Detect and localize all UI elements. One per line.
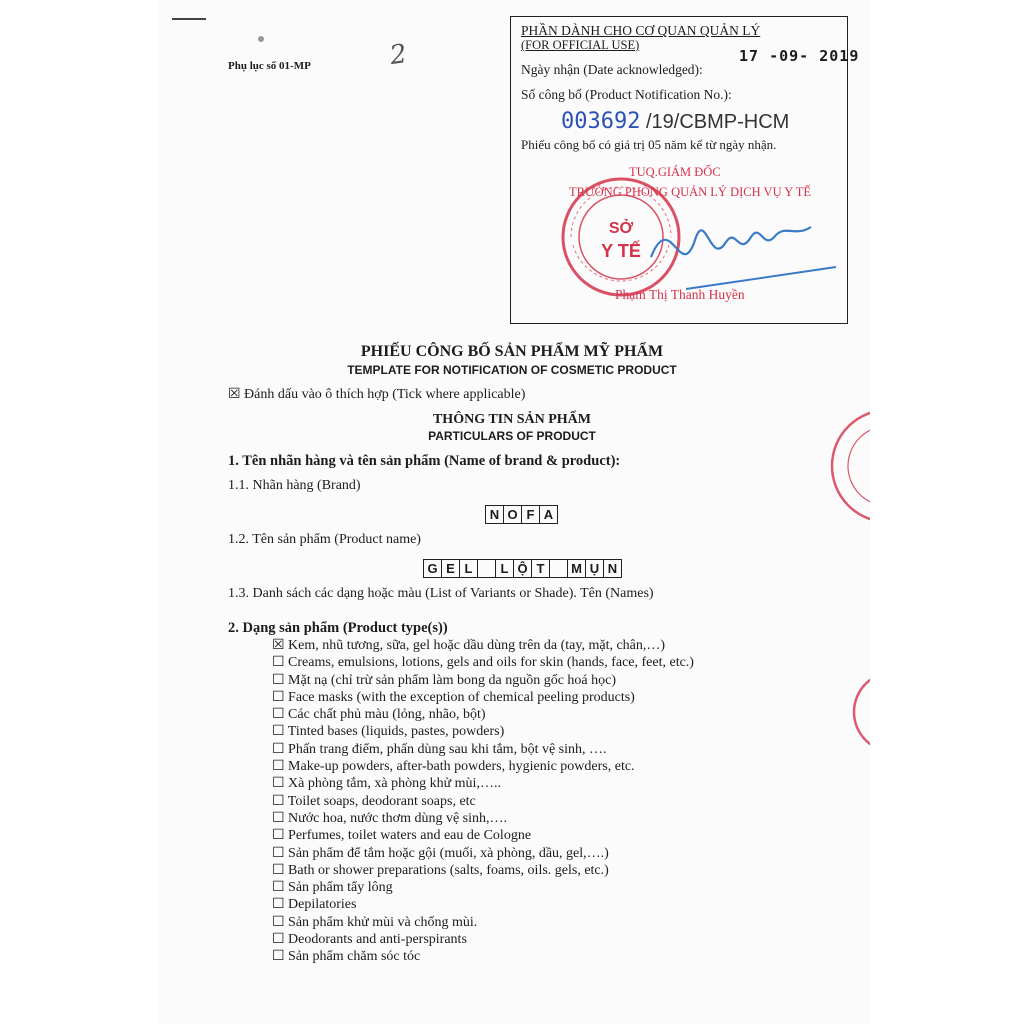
product-letter-box: E <box>441 559 460 578</box>
product-type-item: ☐ Face masks (with the exception of chemical peeling products) <box>272 689 635 705</box>
product-type-item: ☐ Sản phẩm để tắm hoặc gội (muối, xà phòng, dầu, gel,….) <box>272 845 609 861</box>
product-type-item: ☐ Depilatories <box>272 897 357 913</box>
signer-department: TRƯỞNG PHÒNG QUẢN LÝ DỊCH VỤ Y TẾ <box>569 185 811 199</box>
product-type-item: ☐ Xà phòng tắm, xà phòng khử mùi,….. <box>272 776 501 792</box>
document-title-vi: PHIẾU CÔNG BỐ SẢN PHẨM MỸ PHẨM <box>360 343 664 360</box>
product-type-item: ☐ Các chất phủ màu (lỏng, nhão, bột) <box>272 707 486 723</box>
date-acknowledged-stamp: 17 -09- 2019 <box>739 47 860 65</box>
product-type-list <box>272 637 694 966</box>
product-type-item: ☐ Sản phẩm chăm sóc tóc <box>272 949 421 965</box>
notification-number-stamp: 003692 <box>561 109 641 134</box>
product-letter-box: Ộ <box>513 559 532 578</box>
official-use-box <box>510 16 860 324</box>
product-type-item: ☐ Tinted bases (liquids, pastes, powders) <box>272 724 505 740</box>
appendix-label: Phụ lục số 01-MP <box>228 60 311 72</box>
product-letter-box: T <box>531 559 550 578</box>
validity-note: Phiếu công bố có giá trị 05 năm kể từ ngày nhận. <box>521 137 777 152</box>
product-info-heading-vi: THÔNG TIN SẢN PHẨM <box>432 412 592 427</box>
product-letter-box: G <box>423 559 442 578</box>
brand-letter-boxes <box>486 505 558 524</box>
brand-letter-box: O <box>503 505 522 524</box>
product-letter-box: L <box>459 559 478 578</box>
product-letter-box <box>549 559 568 578</box>
brand-label: 1.1. Nhãn hàng (Brand) <box>228 478 361 493</box>
document-title-en: TEMPLATE FOR NOTIFICATION OF COSMETIC PRODUCT <box>347 363 677 377</box>
product-type-item: ☐ Sản phẩm khử mùi và chống mùi. <box>272 914 478 930</box>
product-name-label: 1.2. Tên sản phẩm (Product name) <box>228 532 421 547</box>
official-box-subtitle: (FOR OFFICIAL USE) <box>521 38 640 52</box>
punch-dot <box>258 36 264 42</box>
brand-letter-box: A <box>539 505 558 524</box>
product-type-item: ☐ Creams, emulsions, lotions, gels and oils for skin (hands, face, feet, etc.) <box>272 655 694 671</box>
date-acknowledged-label: Ngày nhận (Date acknowledged): <box>521 62 703 77</box>
product-type-item: ☐ Phấn trang điểm, phấn dùng sau khi tắm, bột vệ sinh, …. <box>272 741 607 757</box>
section-1-heading: 1. Tên nhãn hàng và tên sản phẩm (Name of brand & product): <box>228 453 621 469</box>
product-type-item: ☐ Make-up powders, after-bath powders, hygienic powders, etc. <box>272 759 635 775</box>
brand-letter-box: N <box>485 505 504 524</box>
product-type-item: ☐ Toilet soaps, deodorant soaps, etc <box>272 793 476 809</box>
product-type-item: ☐ Mặt nạ (chỉ trừ sản phẩm làm bong da nguồn gốc hoá học) <box>272 672 616 688</box>
official-box-title: PHẦN DÀNH CHO CƠ QUAN QUẢN LÝ <box>521 23 761 38</box>
section-2-heading: 2. Dạng sản phẩm (Product type(s)) <box>228 620 448 636</box>
product-type-item: ☒ Kem, nhũ tương, sữa, gel hoặc dầu dùng trên da (tay, mặt, chân,…) <box>272 638 666 653</box>
product-type-item: ☐ Deodorants and anti-perspirants <box>272 932 467 948</box>
notification-no-label: Số công bố (Product Notification No.): <box>521 87 732 102</box>
product-type-item: ☐ Sản phẩm tẩy lông <box>272 880 393 896</box>
partial-seal-right-lower-icon <box>850 670 870 754</box>
variants-label: 1.3. Danh sách các dạng hoặc màu (List of Variants or Shade). Tên (Names) <box>228 586 654 601</box>
tick-instruction: ☒ Đánh dấu vào ô thích hợp (Tick where applicable) <box>228 387 526 402</box>
product-type-item: ☐ Bath or shower preparations (salts, foams, oils. gels, etc.) <box>272 862 609 878</box>
svg-text:SỞ: SỞ <box>608 220 634 237</box>
handwritten-page-number: 2 <box>387 38 409 72</box>
product-info-heading-en: PARTICULARS OF PRODUCT <box>428 429 596 443</box>
svg-text:Y TẾ: Y TẾ <box>601 241 641 261</box>
product-letter-box <box>477 559 496 578</box>
partial-seal-right-upper-icon <box>826 404 870 528</box>
signer-name: Phạm Thị Thanh Huyền <box>615 287 745 302</box>
brand-letter-box: F <box>521 505 540 524</box>
product-letter-box: L <box>495 559 514 578</box>
signature-icon <box>608 197 841 297</box>
notification-number <box>561 108 789 134</box>
signer-title: TUQ.GIÁM ĐỐC <box>629 165 721 179</box>
product-type-item: ☐ Nước hoa, nước thơm dùng vệ sinh,…. <box>272 810 508 826</box>
product-letter-box: Ụ <box>585 559 604 578</box>
notification-number-suffix: /19/CBMP-HCM <box>645 111 790 133</box>
pen-mark <box>172 18 206 20</box>
product-letter-box: M <box>567 559 586 578</box>
product-type-item: ☐ Perfumes, toilet waters and eau de Cologne <box>272 828 532 844</box>
product-letter-box: N <box>603 559 622 578</box>
product-letter-boxes <box>424 559 622 578</box>
